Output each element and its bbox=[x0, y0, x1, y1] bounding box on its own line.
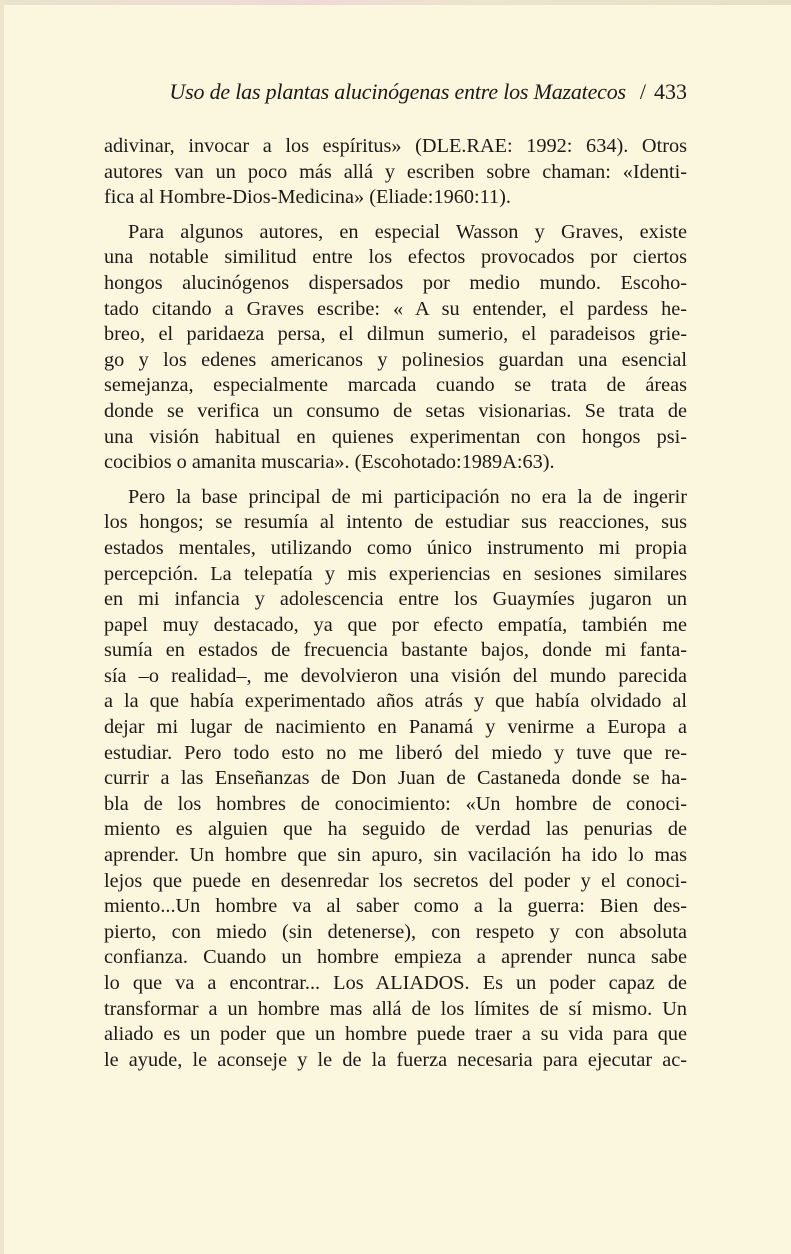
body-text bbox=[104, 134, 687, 1073]
text-line: semejanza, especialmente marcada cuando se trata de áreas bbox=[104, 374, 687, 397]
running-head-title: Uso de las plantas alucinógenas entre los Mazatecos bbox=[169, 79, 626, 104]
text-line: Para algunos autores, en especial Wasson y Graves, existe bbox=[128, 220, 687, 243]
text-line: a la que había experimentado años atrás y que había olvidado al bbox=[104, 690, 687, 713]
text-line: pierto, con miedo (sin detenerse), con respeto y con absoluta bbox=[104, 920, 687, 943]
text-line: lo que va a encontrar... Los ALIADOS. Es un poder capaz de bbox=[104, 972, 687, 994]
text-line: go y los edenes americanos y polinesios guardan una esencial bbox=[104, 348, 687, 371]
paragraph bbox=[104, 134, 687, 211]
text-line: los hongos; se resumía al intento de estudiar sus reacciones, sus bbox=[104, 511, 687, 534]
text-line: una notable similitud entre los efectos provocados por ciertos bbox=[104, 246, 687, 269]
text-line: estudiar. Pero todo esto no me liberó del miedo y tuve que re- bbox=[104, 741, 687, 764]
text-line: aliado es un poder que un hombre puede traer a su vida para que bbox=[104, 1023, 687, 1046]
text-line: autores van un poco más allá y escriben sobre chaman: «Identi- bbox=[104, 160, 687, 183]
text-line: una visión habitual en quienes experimentan con hongos psi- bbox=[104, 425, 687, 448]
text-line: currir a las Enseñanzas de Don Juan de Castaneda donde se ha- bbox=[104, 767, 687, 790]
text-line: fica al Hombre-Dios-Medicina» (Eliade:1960:11). bbox=[104, 186, 511, 209]
text-line: miento...Un hombre va al saber como a la guerra: Bien des- bbox=[104, 895, 687, 918]
text-line: aprender. Un hombre que sin apuro, sin vacilación ha ido lo mas bbox=[104, 844, 687, 867]
paragraph bbox=[104, 485, 687, 1074]
text-line: sumía en estados de frecuencia bastante bajos, donde mi fanta- bbox=[104, 639, 687, 662]
text-line: lejos que puede en desenredar los secretos del poder y el conoci- bbox=[104, 869, 687, 892]
running-head-separator: / bbox=[639, 79, 646, 104]
text-line: percepción. La telepatía y mis experiencias en sesiones similares bbox=[104, 562, 687, 585]
page-top-edge bbox=[0, 0, 791, 5]
text-line: dejar mi lugar de nacimiento en Panamá y venirme a Europa a bbox=[104, 716, 687, 739]
text-line: le ayude, le aconseje y le de la fuerza necesaria para ejecutar ac- bbox=[104, 1048, 687, 1071]
text-line: donde se verifica un consumo de setas visionarias. Se trata de bbox=[104, 399, 687, 422]
text-line: papel muy destacado, ya que por efecto empatía, también me bbox=[104, 613, 687, 636]
text-line: estados mentales, utilizando como único instrumento mi propia bbox=[104, 536, 687, 559]
page-left-edge bbox=[0, 0, 4, 1254]
text-line: hongos alucinógenos dispersados por medio mundo. Escoho- bbox=[104, 271, 687, 294]
text-line: transformar a un hombre mas allá de los límites de sí mismo. Un bbox=[104, 997, 687, 1020]
page-number: 433 bbox=[654, 79, 687, 104]
paragraph bbox=[104, 220, 687, 476]
text-line: breo, el paridaeza persa, el dilmun sumerio, el paradeisos grie- bbox=[104, 323, 687, 346]
running-head bbox=[104, 78, 687, 106]
text-line: en mi infancia y adolescencia entre los Guaymíes jugaron un bbox=[104, 588, 687, 611]
text-line: bla de los hombres de conocimiento: «Un hombre de conoci- bbox=[104, 792, 687, 815]
text-line: cocibios o amanita muscaria». (Escohotado:1989A:63). bbox=[104, 451, 555, 474]
text-line: miento es alguien que ha seguido de verdad las penurias de bbox=[104, 818, 687, 841]
text-line: Pero la base principal de mi participación no era la de ingerir bbox=[128, 485, 687, 508]
text-line: sía –o realidad–, me devolvieron una visión del mundo parecida bbox=[104, 664, 687, 687]
text-line: tado citando a Graves escribe: « A su entender, el pardess he- bbox=[104, 297, 687, 320]
text-line: adivinar, invocar a los espíritus» (DLE.RAE: 1992: 634). Otros bbox=[104, 135, 687, 157]
text-line: confianza. Cuando un hombre empieza a aprender nunca sabe bbox=[104, 946, 687, 969]
